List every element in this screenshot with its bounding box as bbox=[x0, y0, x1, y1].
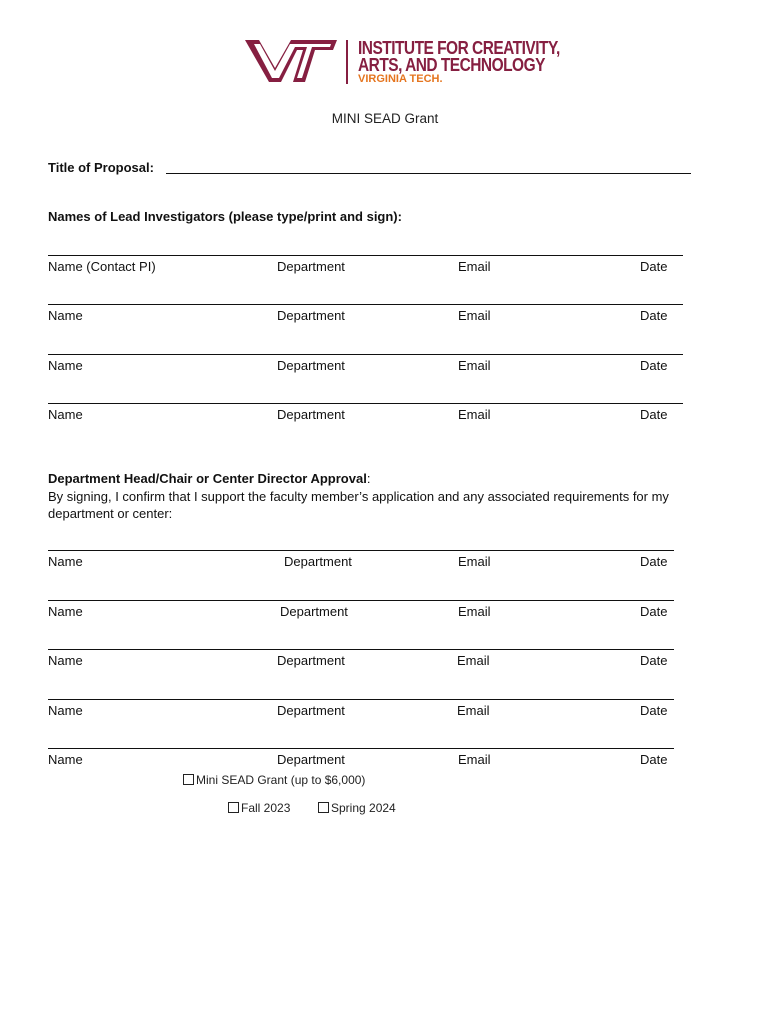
approval-row[interactable] bbox=[48, 699, 688, 729]
name-label: Name bbox=[48, 308, 83, 323]
name-label: Name bbox=[48, 653, 83, 668]
name-label: Name bbox=[48, 703, 83, 718]
approval-row[interactable] bbox=[48, 649, 688, 679]
signature-line[interactable] bbox=[48, 304, 683, 305]
date-label: Date bbox=[640, 259, 668, 274]
signature-line[interactable] bbox=[48, 354, 683, 355]
department-label: Department bbox=[277, 259, 345, 274]
date-label: Date bbox=[640, 554, 668, 569]
signature-line[interactable] bbox=[48, 699, 674, 700]
lead-row[interactable] bbox=[48, 354, 688, 384]
signature-line[interactable] bbox=[48, 649, 674, 650]
email-label: Email bbox=[458, 308, 491, 323]
email-label: Email bbox=[457, 703, 490, 718]
name-label: Name bbox=[48, 554, 83, 569]
department-label: Department bbox=[277, 653, 345, 668]
date-label: Date bbox=[640, 358, 668, 373]
department-label: Department bbox=[284, 554, 352, 569]
department-label: Department bbox=[277, 407, 345, 422]
signature-line[interactable] bbox=[48, 550, 674, 551]
logo-divider bbox=[346, 40, 348, 84]
signature-line[interactable] bbox=[48, 600, 674, 601]
date-label: Date bbox=[640, 604, 668, 619]
spring-2024-option[interactable] bbox=[318, 801, 396, 815]
date-label: Date bbox=[640, 407, 668, 422]
grant-title: MINI SEAD Grant bbox=[331, 111, 439, 126]
date-label: Date bbox=[640, 703, 668, 718]
email-label: Email bbox=[458, 407, 491, 422]
logo-text-line1: INSTITUTE FOR CREATIVITY, bbox=[358, 38, 560, 58]
fall-2023-option[interactable] bbox=[228, 801, 290, 815]
mini-sead-grant-label: Mini SEAD Grant (up to $6,000) bbox=[196, 773, 366, 787]
name-label: Name (Contact PI) bbox=[48, 259, 156, 274]
lead-investigators-heading: Names of Lead Investigators (please type/print and sign): bbox=[48, 209, 402, 224]
approval-row[interactable] bbox=[48, 600, 688, 630]
email-label: Email bbox=[458, 554, 491, 569]
logo-text-virginia-tech: VIRGINIA TECH. bbox=[358, 73, 443, 85]
department-label: Department bbox=[277, 752, 345, 767]
department-label: Department bbox=[277, 358, 345, 373]
email-label: Email bbox=[458, 259, 491, 274]
department-label: Department bbox=[277, 703, 345, 718]
logo-text-line2: ARTS, AND TECHNOLOGY bbox=[358, 55, 545, 75]
approval-statement: By signing, I confirm that I support the faculty member’s application and any associated requirements for my department or center: bbox=[48, 489, 669, 521]
lead-row[interactable] bbox=[48, 403, 688, 433]
proposal-title-label: Title of Proposal: bbox=[48, 160, 154, 175]
name-label: Name bbox=[48, 604, 83, 619]
name-label: Name bbox=[48, 358, 83, 373]
vt-logo-icon bbox=[245, 38, 337, 84]
lead-row[interactable] bbox=[48, 255, 688, 285]
fall-2023-checkbox[interactable] bbox=[228, 802, 239, 813]
signature-line[interactable] bbox=[48, 748, 674, 749]
date-label: Date bbox=[640, 308, 668, 323]
mini-sead-grant-checkbox[interactable] bbox=[183, 774, 194, 785]
email-label: Email bbox=[458, 358, 491, 373]
name-label: Name bbox=[48, 752, 83, 767]
fall-2023-label: Fall 2023 bbox=[241, 801, 291, 815]
department-label: Department bbox=[280, 604, 348, 619]
approval-heading: Department Head/Chair or Center Director Approval: bbox=[48, 471, 371, 486]
department-label: Department bbox=[277, 308, 345, 323]
email-label: Email bbox=[458, 752, 491, 767]
approval-row[interactable] bbox=[48, 550, 688, 580]
spring-2024-checkbox[interactable] bbox=[318, 802, 329, 813]
spring-2024-label: Spring 2024 bbox=[331, 801, 396, 815]
email-label: Email bbox=[458, 604, 491, 619]
name-label: Name bbox=[48, 407, 83, 422]
email-label: Email bbox=[457, 653, 490, 668]
lead-row[interactable] bbox=[48, 304, 688, 334]
signature-line[interactable] bbox=[48, 255, 683, 256]
proposal-title-field[interactable] bbox=[166, 173, 691, 174]
mini-sead-grant-option[interactable] bbox=[183, 773, 365, 787]
icat-logo bbox=[245, 38, 560, 88]
date-label: Date bbox=[640, 653, 668, 668]
approval-row[interactable] bbox=[48, 748, 688, 778]
date-label: Date bbox=[640, 752, 668, 767]
signature-line[interactable] bbox=[48, 403, 683, 404]
